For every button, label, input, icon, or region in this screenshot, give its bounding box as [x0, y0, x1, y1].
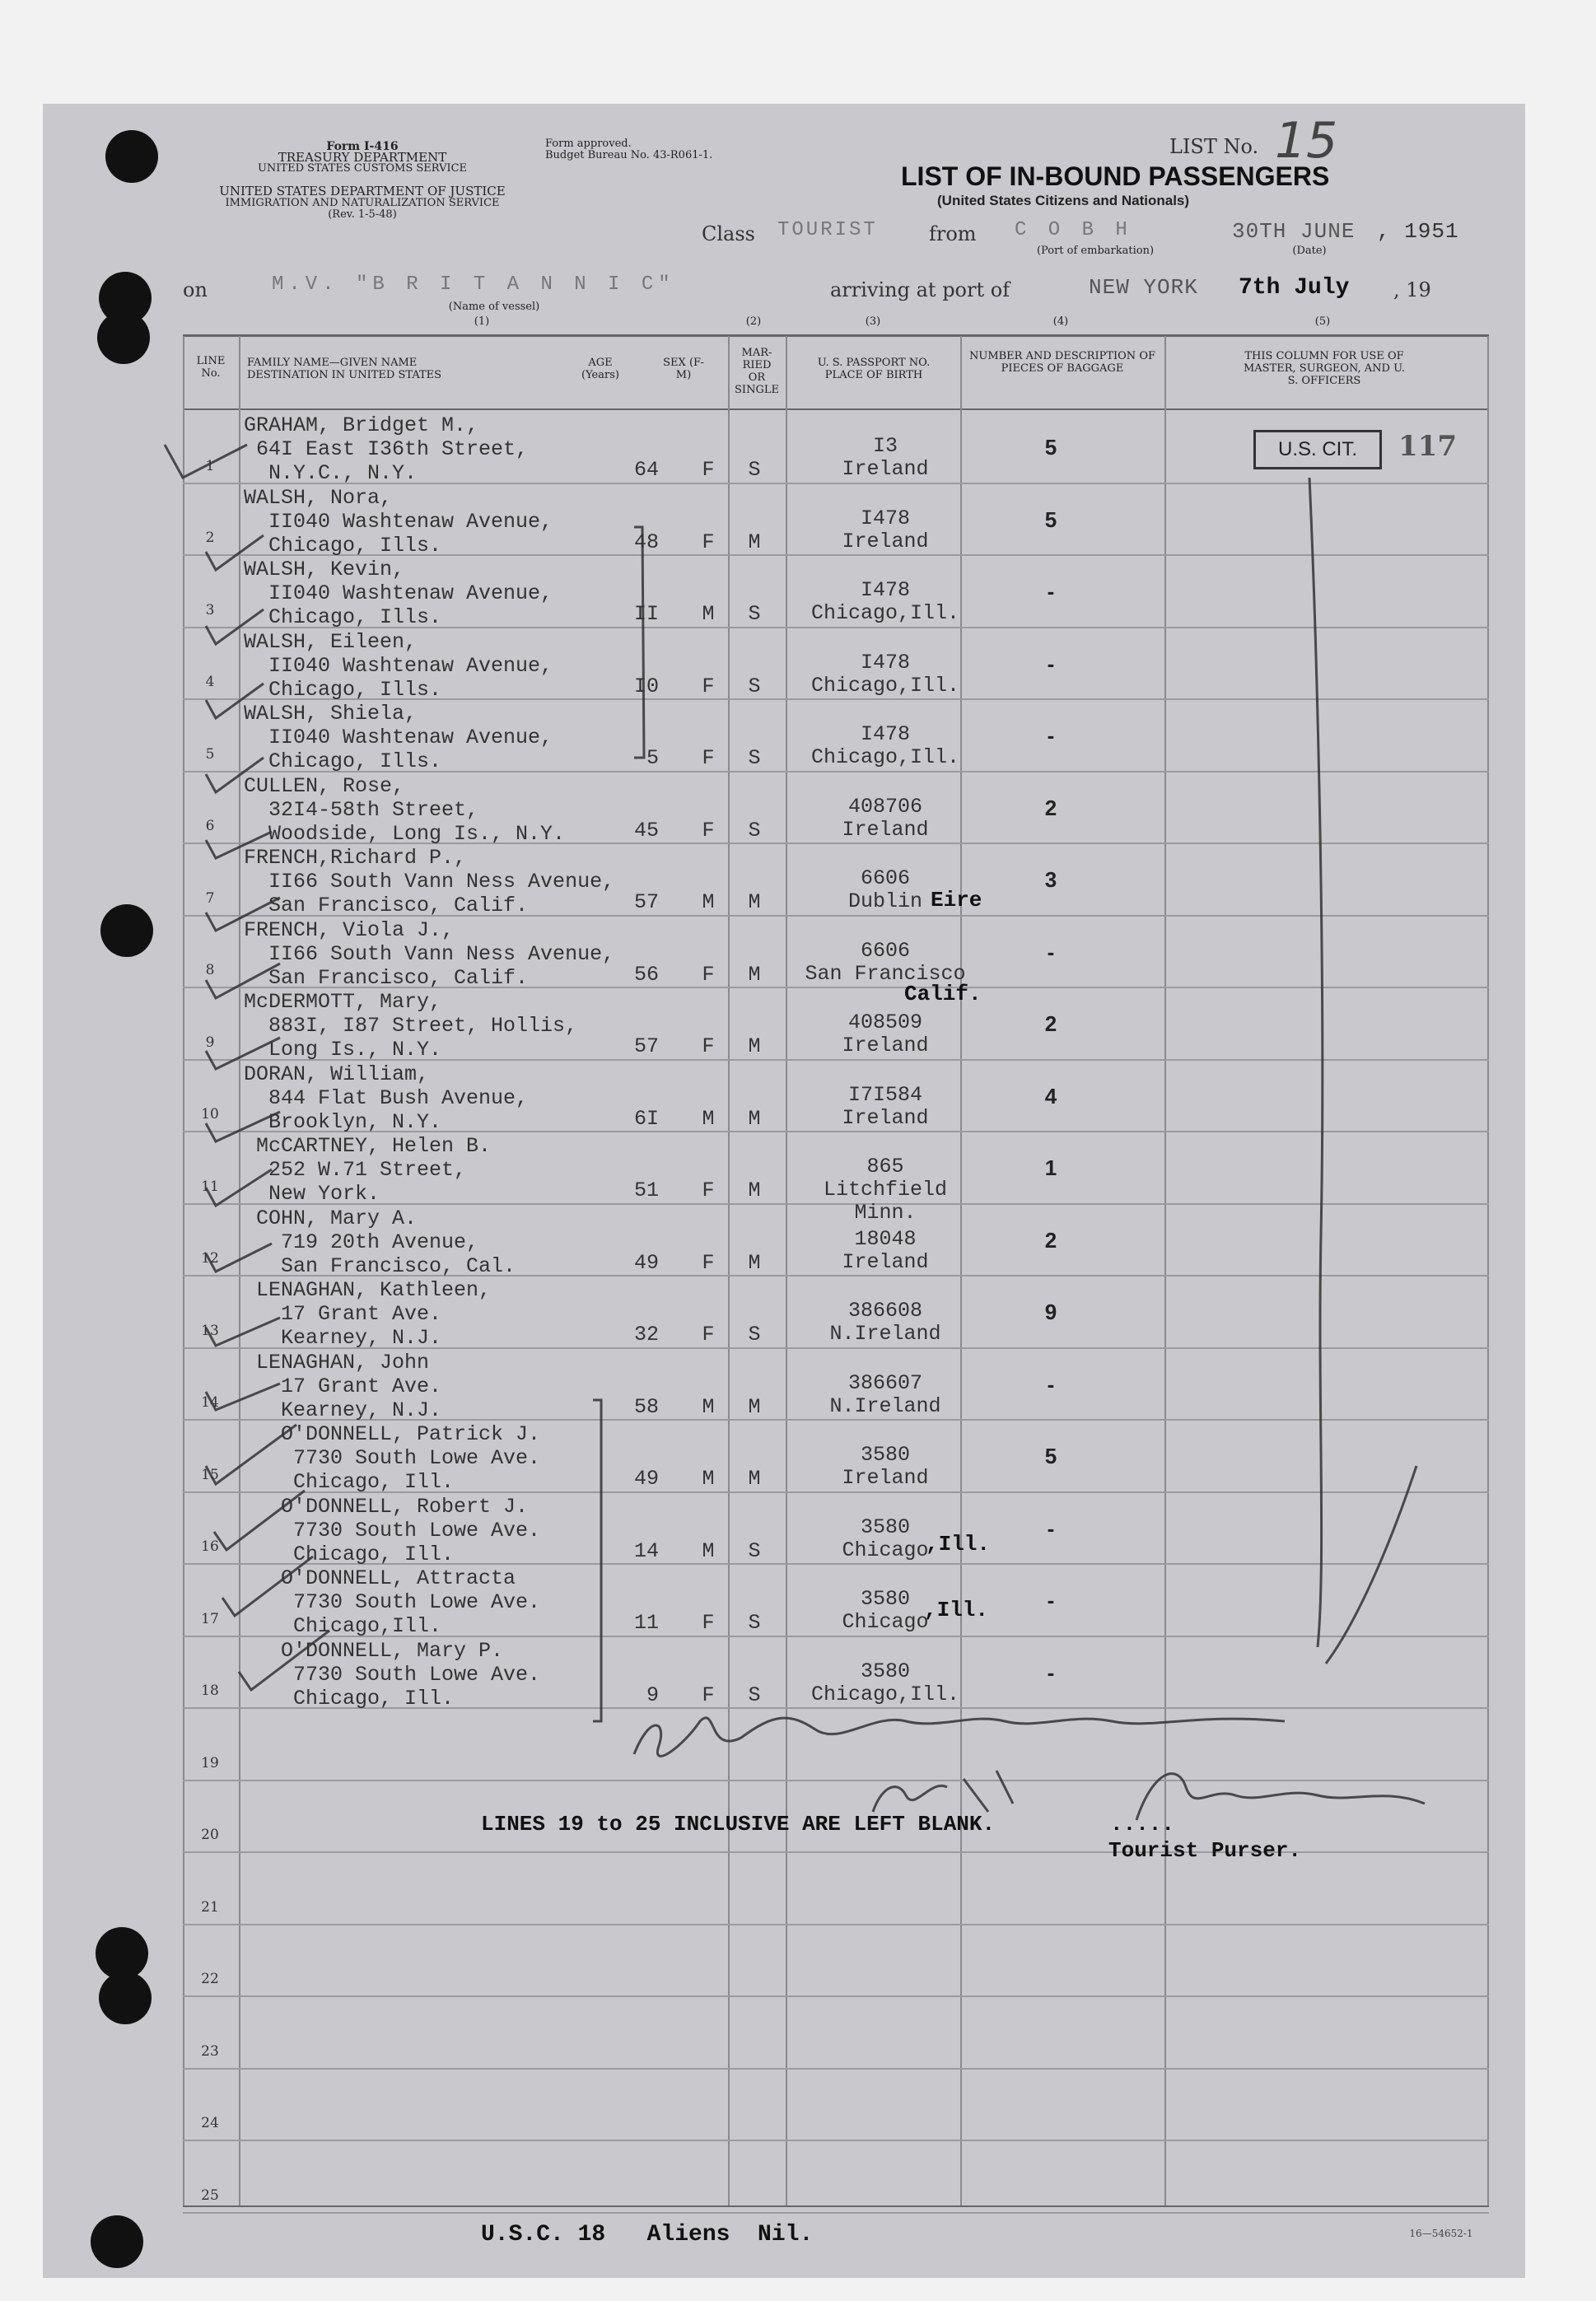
passport-and-birthplace: I478 Chicago,Ill. [810, 722, 960, 769]
passport-and-birthplace: 6606 San Francisco [805, 938, 966, 986]
line-number: 17 [201, 1610, 219, 1627]
passenger-name-address: DORAN, William, 844 Flat Bush Avenue, Brooklyn, N.Y. [244, 1062, 529, 1134]
purser-title: Tourist Purser. [1108, 1838, 1302, 1863]
punch-hole [100, 904, 153, 957]
passenger-marital-status: S [748, 602, 761, 626]
row-divider [183, 1924, 1489, 1925]
passenger-marital-status: M [748, 1179, 761, 1202]
passport-and-birthplace: I478 Ireland [842, 506, 929, 553]
from-label: from [929, 222, 977, 245]
col-header-name: FAMILY NAME—GIVEN NAME DESTINATION IN UNITED STATES [247, 357, 442, 381]
col-divider [1487, 336, 1489, 2205]
passenger-age: I0 [633, 674, 659, 698]
port-caption: (Port of embarkation) [1036, 245, 1155, 257]
baggage-count: 5 [1044, 435, 1057, 460]
passenger-name-address: WALSH, Shiela, II040 Washtenaw Avenue, Chicago, Ills. [244, 702, 553, 773]
passenger-age: 32 [633, 1323, 659, 1347]
passenger-sex: M [702, 1538, 715, 1563]
col-header-line-no: LINE No. [196, 355, 226, 380]
baggage-count: 2 [1044, 1011, 1057, 1036]
passenger-age: 14 [633, 1538, 659, 1563]
passenger-sex: F [702, 674, 715, 698]
baggage-count: 3 [1044, 867, 1057, 892]
baggage-count: 2 [1044, 795, 1057, 820]
passenger-name-address: WALSH, Nora, II040 Washtenaw Avenue, Chicago, Ills. [244, 485, 553, 558]
passenger-sex: F [702, 818, 715, 842]
col-header-age: AGE (Years) [581, 357, 619, 381]
line-number: 7 [205, 889, 215, 907]
class-value: TOURIST [777, 219, 878, 241]
passport-and-birthplace: 3580 Chicago,Ill. [810, 1659, 960, 1706]
passport-and-birthplace: 865 Litchfield Minn. [823, 1155, 948, 1225]
passenger-age: 48 [633, 530, 659, 554]
passenger-marital-status: S [748, 1683, 761, 1707]
line-number: 22 [201, 1971, 219, 1987]
passenger-name-address: McDERMOTT, Mary, 883I, I87 Street, Hollis, Long Is., N.Y. [244, 990, 578, 1062]
class-label: Class [702, 222, 755, 245]
citizen-count: 117 [1398, 430, 1457, 463]
departure-year: , 1951 [1377, 219, 1459, 244]
passport-and-birthplace: 386608 N.Ireland [829, 1299, 941, 1346]
passenger-sex: F [702, 1323, 715, 1347]
col-number: (3) [865, 315, 881, 328]
line-number: 20 [201, 1827, 219, 1843]
passenger-age: 5 [646, 746, 659, 770]
passenger-name-address: O'DONNELL, Patrick J. 7730 South Lowe Ave. Chicago, Ill. [281, 1422, 541, 1494]
passenger-marital-status: M [748, 530, 761, 554]
justice-label: UNITED STATES DEPARTMENT OF JUSTICE [219, 184, 506, 198]
passport-and-birthplace: 18048 Ireland [842, 1226, 929, 1274]
passenger-sex: F [702, 530, 715, 554]
citizen-stamp [1253, 430, 1382, 469]
passenger-name-address: CULLEN, Rose, 32I4-58th Street, Woodside, Long Is., N.Y. [244, 773, 566, 846]
baggage-count: - [1047, 1659, 1055, 1685]
col-divider [239, 336, 240, 2205]
baggage-count: 1 [1044, 1155, 1057, 1180]
passport-and-birthplace: I3 Ireland [842, 434, 929, 481]
passenger-name-address: O'DONNELL, Mary P. 7730 South Lowe Ave. Chicago, Ill. [281, 1638, 541, 1711]
line-number: 23 [201, 2042, 219, 2060]
col-divider [1164, 336, 1166, 2205]
passenger-age: 49 [633, 1467, 659, 1491]
col-number: (2) [745, 315, 762, 328]
baggage-count: 2 [1044, 1227, 1057, 1253]
passenger-sex: M [702, 1394, 715, 1419]
blank-lines-dots: ..... [1110, 1812, 1175, 1837]
row-divider [183, 1995, 1489, 1997]
punch-hole [105, 130, 158, 183]
passenger-age: 51 [633, 1179, 659, 1202]
passenger-marital-status: M [748, 1034, 761, 1058]
col-divider [183, 336, 184, 2205]
line-number: 21 [201, 1898, 219, 1916]
line-number: 5 [205, 745, 215, 763]
passport-and-birthplace: 408509 Ireland [842, 1010, 929, 1057]
passenger-marital-status: M [748, 1467, 761, 1491]
punch-hole [91, 2215, 143, 2268]
passenger-sex: F [702, 962, 715, 987]
passport-and-birthplace: I478 Chicago,Ill. [810, 650, 960, 698]
revision-label: (Rev. 1-5-48) [328, 208, 397, 221]
citizen-stamp-text: U.S. CIT. [1277, 438, 1357, 460]
line-number: 24 [201, 2115, 219, 2131]
col-number: (4) [1052, 315, 1069, 328]
passport-and-birthplace: I7I584 Ireland [842, 1082, 929, 1130]
form-number: Form I-416 [326, 140, 399, 153]
page-title: LIST OF IN-BOUND PASSENGERS [901, 161, 1330, 191]
passenger-age: II [633, 602, 659, 626]
line-number: 3 [205, 601, 215, 618]
passenger-marital-status: S [748, 458, 761, 482]
passenger-age: 57 [633, 1034, 659, 1058]
table-bottom-border [183, 2205, 1489, 2207]
vessel-name: M.V. "B R I T A N N I C" [272, 273, 675, 296]
line-number: 13 [201, 1322, 219, 1339]
baggage-count: - [1047, 1371, 1055, 1397]
line-number: 18 [201, 1683, 219, 1699]
passenger-name-address: FRENCH, Viola J., II66 South Vann Ness Avenue, San Francisco, Calif. [244, 917, 615, 990]
line-number: 4 [205, 674, 215, 690]
passport-and-birthplace: 3580 Chicago [842, 1515, 929, 1562]
passenger-age: 57 [633, 890, 659, 914]
line-number: 25 [201, 2187, 219, 2204]
annotation-eire: Eire [931, 888, 982, 912]
col-number: (1) [474, 315, 490, 328]
col-header-officers: THIS COLUMN FOR USE OF MASTER, SURGEON, AND U. S. OFFICERS [1243, 350, 1406, 387]
passenger-sex: F [702, 1179, 715, 1202]
col-header-passport: U. S. PASSPORT NO. PLACE OF BIRTH [817, 357, 931, 381]
passport-and-birthplace: I478 Chicago,Ill. [810, 578, 960, 625]
col-header-baggage: NUMBER AND DESCRIPTION OF PIECES OF BAGGAGE [968, 350, 1155, 375]
passenger-sex: F [702, 1683, 715, 1707]
passenger-sex: F [702, 1250, 715, 1275]
passport-and-birthplace: 6606 Dublin [847, 866, 922, 913]
passenger-age: 49 [633, 1250, 659, 1275]
punch-hole [97, 311, 150, 364]
passenger-age: 9 [646, 1683, 659, 1707]
page-subtitle: (United States Citizens and Nationals) [937, 193, 1190, 208]
col-divider [786, 336, 787, 2205]
budget-label: Budget Bureau No. 43-R061-1. [545, 149, 713, 161]
annotation-ill: ,Ill. [926, 1532, 991, 1557]
passenger-marital-status: M [748, 890, 761, 914]
col-header-sex: SEX (F-M) [663, 357, 704, 381]
port-of-embarkation: C O B H [1015, 219, 1132, 241]
passenger-age: 6I [633, 1106, 659, 1131]
passenger-name-address: LENAGHAN, John 17 Grant Ave. Kearney, N.J. [256, 1350, 442, 1422]
baggage-count: - [1047, 651, 1055, 676]
annotation-calif: Calif. [904, 982, 982, 1006]
passenger-name-address: O'DONNELL, Robert J. 7730 South Lowe Ave. Chicago, Ill. [281, 1494, 541, 1566]
passenger-name-address: GRAHAM, Bridget M., 64I East I36th Street, N.Y.C., N.Y. [244, 413, 529, 485]
passenger-sex: M [702, 1467, 715, 1491]
row-divider [183, 1780, 1489, 1781]
row-divider [183, 2068, 1489, 2070]
passenger-age: 11 [633, 1611, 659, 1635]
passenger-age: 64 [633, 458, 659, 482]
arrival-port: NEW YORK [1089, 275, 1198, 300]
date-caption: (Date) [1292, 245, 1327, 257]
passenger-age: 58 [633, 1394, 659, 1419]
passenger-age: 56 [633, 962, 659, 987]
footer-note: U.S.C. 18 Aliens Nil. [481, 2222, 814, 2247]
baggage-count: - [1047, 579, 1055, 604]
table-top-border [183, 334, 1489, 337]
line-number: 15 [201, 1466, 219, 1483]
line-number: 16 [201, 1538, 219, 1555]
arrival-year: , 19 [1393, 278, 1431, 301]
passenger-marital-status: M [748, 1394, 761, 1419]
passenger-marital-status: S [748, 1538, 761, 1563]
line-number: 2 [205, 530, 215, 546]
line-number: 12 [201, 1250, 219, 1267]
passenger-name-address: WALSH, Eileen, II040 Washtenaw Avenue, Chicago, Ills. [244, 629, 553, 702]
line-number: 8 [205, 962, 215, 978]
passenger-sex: F [702, 458, 715, 482]
baggage-count: 5 [1044, 1444, 1057, 1468]
passenger-name-address: COHN, Mary A. 719 20th Avenue, San Francisco, Cal. [256, 1206, 516, 1278]
passenger-age: 45 [633, 818, 659, 842]
col-header-married: MAR-RIED OR SINGLE [735, 347, 779, 396]
baggage-count: 5 [1044, 506, 1057, 532]
row-divider [183, 2140, 1489, 2141]
form-approved-label: Form approved. [545, 138, 632, 150]
list-no-label: LIST No. [1169, 135, 1259, 158]
passenger-marital-status: M [748, 962, 761, 987]
passenger-sex: F [702, 746, 715, 770]
annotation-ill: ,Ill. [924, 1598, 989, 1622]
arriving-label: arriving at port of [830, 278, 1010, 301]
line-number: 14 [201, 1394, 219, 1411]
baggage-count: 9 [1044, 1300, 1057, 1324]
line-number: 6 [205, 818, 215, 834]
col-number: (5) [1314, 315, 1331, 328]
passenger-marital-status: M [748, 1250, 761, 1275]
punch-hole [99, 1972, 152, 2024]
line-number: 19 [201, 1754, 219, 1771]
on-label: on [183, 278, 208, 301]
baggage-count: - [1047, 939, 1055, 964]
passport-and-birthplace: 3580 Chicago [842, 1587, 929, 1634]
passenger-marital-status: M [748, 1106, 761, 1131]
list-no-value: 15 [1275, 112, 1338, 170]
passenger-name-address: FRENCH,Richard P., II66 South Vann Ness Avenue, San Francisco, Calif. [244, 846, 615, 917]
passenger-name-address: WALSH, Kevin, II040 Washtenaw Avenue, Chicago, Ills. [244, 558, 553, 629]
row-divider [183, 2212, 1489, 2214]
passenger-marital-status: S [748, 674, 761, 698]
passport-and-birthplace: 3580 Ireland [842, 1443, 929, 1490]
print-code: 16—54652-1 [1409, 2228, 1473, 2239]
table-header-border [183, 408, 1489, 410]
passenger-name-address: O'DONNELL, Attracta 7730 South Lowe Ave. Chicago,Ill. [281, 1566, 541, 1638]
departure-date: 30TH JUNE [1232, 219, 1356, 244]
passenger-marital-status: S [748, 1323, 761, 1347]
passenger-marital-status: S [748, 1611, 761, 1635]
passenger-name-address: McCARTNEY, Helen B. 252 W.71 Street, New York. [256, 1134, 492, 1206]
passenger-sex: F [702, 1034, 715, 1058]
passenger-name-address: LENAGHAN, Kathleen, 17 Grant Ave. Kearney, N.J. [256, 1278, 492, 1350]
treasury-label: TREASURY DEPARTMENT [278, 150, 447, 165]
passport-and-birthplace: 386607 N.Ireland [829, 1370, 941, 1418]
baggage-count: 4 [1044, 1083, 1057, 1108]
passenger-sex: M [702, 890, 715, 914]
line-number: 1 [205, 457, 215, 474]
baggage-count: - [1047, 1515, 1055, 1541]
line-number: 10 [201, 1106, 219, 1122]
vessel-caption: (Name of vessel) [448, 301, 540, 313]
passenger-marital-status: S [748, 818, 761, 842]
line-number: 9 [205, 1034, 215, 1051]
customs-label: UNITED STATES CUSTOMS SERVICE [257, 162, 468, 175]
passport-and-birthplace: 408706 Ireland [842, 794, 929, 842]
arrival-date: 7th July [1239, 275, 1350, 301]
passenger-sex: F [702, 1611, 715, 1635]
passenger-marital-status: S [748, 746, 761, 770]
line-number: 11 [201, 1178, 219, 1195]
baggage-count: - [1047, 723, 1055, 748]
blank-lines-note: LINES 19 to 25 INCLUSIVE ARE LEFT BLANK. [481, 1812, 996, 1837]
passenger-sex: M [702, 1106, 715, 1131]
passenger-sex: M [702, 602, 715, 626]
ins-label: IMMIGRATION AND NATURALIZATION SERVICE [225, 197, 500, 209]
baggage-count: - [1047, 1588, 1055, 1613]
